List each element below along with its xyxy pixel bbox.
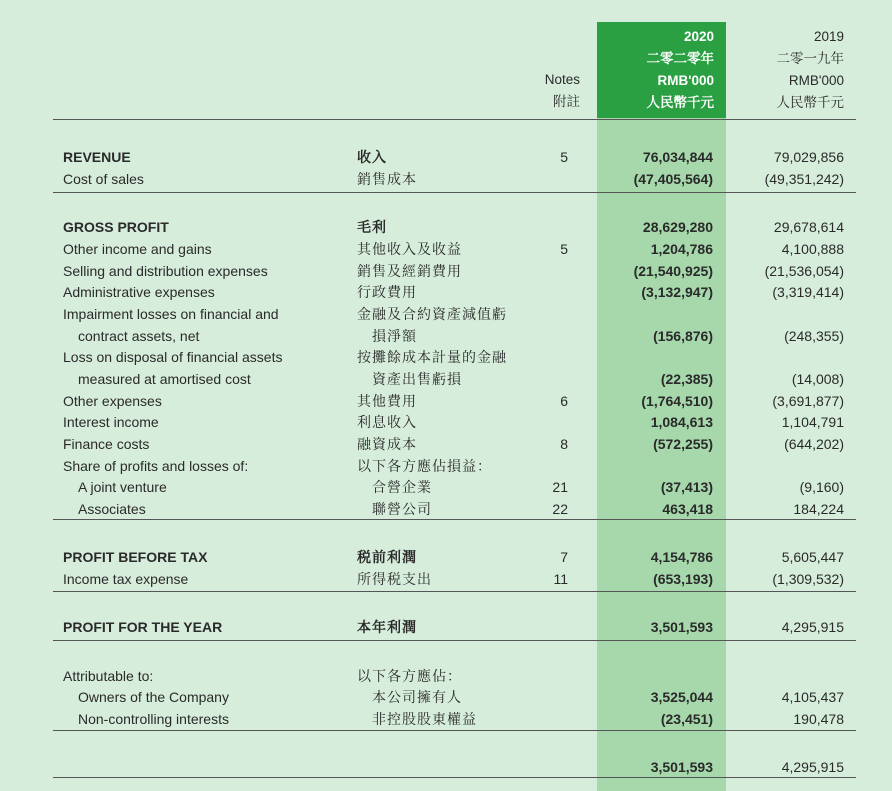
row-label-zh: 資產出售虧損 (372, 371, 462, 387)
row-note: 22 (552, 501, 568, 517)
year-2020-label-zh: 二零二零年 (646, 51, 714, 66)
row-label-en: A joint venture (78, 479, 167, 495)
row-label-zh: 毛利 (357, 219, 387, 235)
row-label-en: GROSS PROFIT (63, 219, 169, 235)
table-row (0, 686, 892, 708)
row-label-zh: 金融及合約資產減值虧 (357, 306, 507, 322)
table-row (0, 665, 892, 687)
row-label-en: Loss on disposal of financial assets (63, 349, 283, 365)
row-note: 5 (560, 241, 568, 257)
row-value-2020: 1,084,613 (650, 414, 713, 430)
row-value-2020: (1,764,510) (641, 393, 713, 409)
table-row (0, 146, 892, 168)
row-value-2020: (47,405,564) (633, 171, 713, 187)
row-label-zh: 按攤餘成本計量的金融 (357, 349, 507, 365)
row-label-zh: 其他費用 (357, 393, 417, 409)
row-label-en: Interest income (63, 414, 159, 430)
row-value-2020: 463,418 (662, 501, 713, 517)
year-2019-unit-zh: 人民幣千元 (776, 95, 844, 110)
row-label-en: Other income and gains (63, 241, 212, 257)
year-2020-unit-zh: 人民幣千元 (646, 95, 714, 110)
row-label-zh: 融資成本 (357, 436, 417, 452)
row-value-2020: (156,876) (653, 328, 713, 344)
row-value-2019: (49,351,242) (764, 171, 844, 187)
row-label-en: measured at amortised cost (78, 371, 251, 387)
row-value-2019: 79,029,856 (773, 149, 844, 165)
row-label-zh: 非控股股東權益 (372, 711, 477, 727)
row-note: 8 (560, 436, 568, 452)
row-value-2020: 3,501,593 (650, 759, 713, 775)
row-label-en: Owners of the Company (78, 689, 229, 705)
row-label-en: PROFIT FOR THE YEAR (63, 619, 223, 635)
year-2020-unit: RMB'000 (657, 73, 714, 88)
row-label-zh: 銷售及經銷費用 (357, 263, 462, 279)
row-value-2019: 4,100,888 (781, 241, 844, 257)
table-row (0, 411, 892, 433)
row-value-2019: (644,202) (784, 436, 844, 452)
row-label-en: Administrative expenses (63, 284, 215, 300)
row-label-zh: 以下各方應佔： (357, 668, 462, 684)
table-row (0, 546, 892, 568)
row-note: 21 (552, 479, 568, 495)
row-value-2019: (248,355) (784, 328, 844, 344)
table-row (0, 476, 892, 498)
table-row (0, 568, 892, 590)
table-row-total (0, 756, 892, 778)
row-value-2019: 5,605,447 (781, 549, 844, 565)
row-label-zh: 以下各方應佔損益： (357, 458, 492, 474)
row-value-2020: (23,451) (660, 711, 713, 727)
row-label-en: Associates (78, 501, 146, 517)
row-label-en: Share of profits and losses of: (63, 458, 249, 474)
row-label-en: Other expenses (63, 393, 162, 409)
row-value-2020: 28,629,280 (642, 219, 713, 235)
row-label-zh: 所得税支出 (357, 571, 432, 587)
row-label-zh: 收入 (357, 149, 387, 165)
table-row (0, 281, 892, 303)
table-row (0, 455, 892, 477)
row-label-zh: 税前利潤 (357, 549, 417, 565)
year-2019-label-zh: 二零一九年 (776, 51, 844, 66)
row-label-en: Cost of sales (63, 171, 144, 187)
row-value-2020: 3,525,044 (650, 689, 713, 705)
row-label-en: Finance costs (63, 436, 150, 452)
year-2019-column-header (726, 26, 844, 114)
row-value-2019: 4,295,915 (781, 619, 844, 635)
table-row (0, 368, 892, 390)
table-row (0, 260, 892, 282)
year-2020-column-header (597, 26, 714, 114)
row-label-en: Attributable to: (63, 668, 154, 684)
row-value-2020: (3,132,947) (641, 284, 713, 300)
table-row (0, 168, 892, 190)
section-rule (53, 640, 856, 641)
row-note: 7 (560, 549, 568, 565)
table-row (0, 346, 892, 368)
row-value-2020: (572,255) (653, 436, 713, 452)
row-value-2019: (21,536,054) (764, 263, 844, 279)
row-label-en: Impairment losses on financial and (63, 306, 279, 322)
row-value-2019: 4,295,915 (781, 759, 844, 775)
row-value-2019: (14,008) (791, 371, 844, 387)
year-2020-label: 2020 (683, 29, 714, 44)
row-value-2020: (22,385) (660, 371, 713, 387)
row-value-2020: 3,501,593 (650, 619, 713, 635)
row-value-2019: 190,478 (793, 711, 844, 727)
row-label-zh: 利息收入 (357, 414, 417, 430)
notes-column-header (520, 69, 580, 113)
row-label-en: REVENUE (63, 149, 131, 165)
row-label-zh: 本年利潤 (357, 619, 417, 635)
table-row (0, 238, 892, 260)
row-value-2020: (37,413) (660, 479, 713, 495)
table-row (0, 708, 892, 730)
row-note: 5 (560, 149, 568, 165)
header-rule (53, 119, 856, 120)
row-note: 6 (560, 393, 568, 409)
section-rule (53, 591, 856, 592)
table-row (0, 433, 892, 455)
table-row (0, 390, 892, 412)
row-value-2020: 1,204,786 (650, 241, 713, 257)
row-value-2020: 4,154,786 (650, 549, 713, 565)
row-value-2019: (3,691,877) (772, 393, 844, 409)
row-value-2019: (9,160) (799, 479, 844, 495)
row-value-2019: (3,319,414) (772, 284, 844, 300)
row-label-en: Selling and distribution expenses (63, 263, 268, 279)
row-label-en: contract assets, net (78, 328, 200, 344)
section-rule (53, 730, 856, 731)
notes-header-en: Notes (544, 72, 580, 87)
row-value-2019: 4,105,437 (781, 689, 844, 705)
table-row (0, 616, 892, 638)
row-value-2020: 76,034,844 (642, 149, 713, 165)
section-rule (53, 192, 856, 193)
year-2019-label: 2019 (813, 29, 844, 44)
row-label-zh: 聯營公司 (372, 501, 432, 517)
row-value-2019: 1,104,791 (781, 414, 844, 430)
row-label-zh: 行政費用 (357, 284, 417, 300)
row-label-en: Non-controlling interests (78, 711, 229, 727)
table-row (0, 216, 892, 238)
row-label-zh: 合營企業 (372, 479, 432, 495)
row-label-zh: 本公司擁有人 (372, 689, 462, 705)
table-row (0, 325, 892, 347)
row-label-zh: 銷售成本 (357, 171, 417, 187)
row-label-en: Income tax expense (63, 571, 189, 587)
row-value-2020: (653,193) (653, 571, 713, 587)
row-label-en: PROFIT BEFORE TAX (63, 549, 208, 565)
year-2019-unit: RMB'000 (788, 73, 844, 88)
row-value-2019: 29,678,614 (773, 219, 844, 235)
row-label-zh: 損淨額 (372, 328, 417, 344)
row-value-2019: (1,309,532) (772, 571, 844, 587)
row-value-2020: (21,540,925) (633, 263, 713, 279)
row-note: 11 (553, 571, 568, 587)
row-label-zh: 其他收入及收益 (357, 241, 462, 257)
table-row (0, 498, 892, 520)
row-value-2019: 184,224 (793, 501, 844, 517)
table-row (0, 303, 892, 325)
notes-header-zh: 附註 (553, 94, 580, 109)
